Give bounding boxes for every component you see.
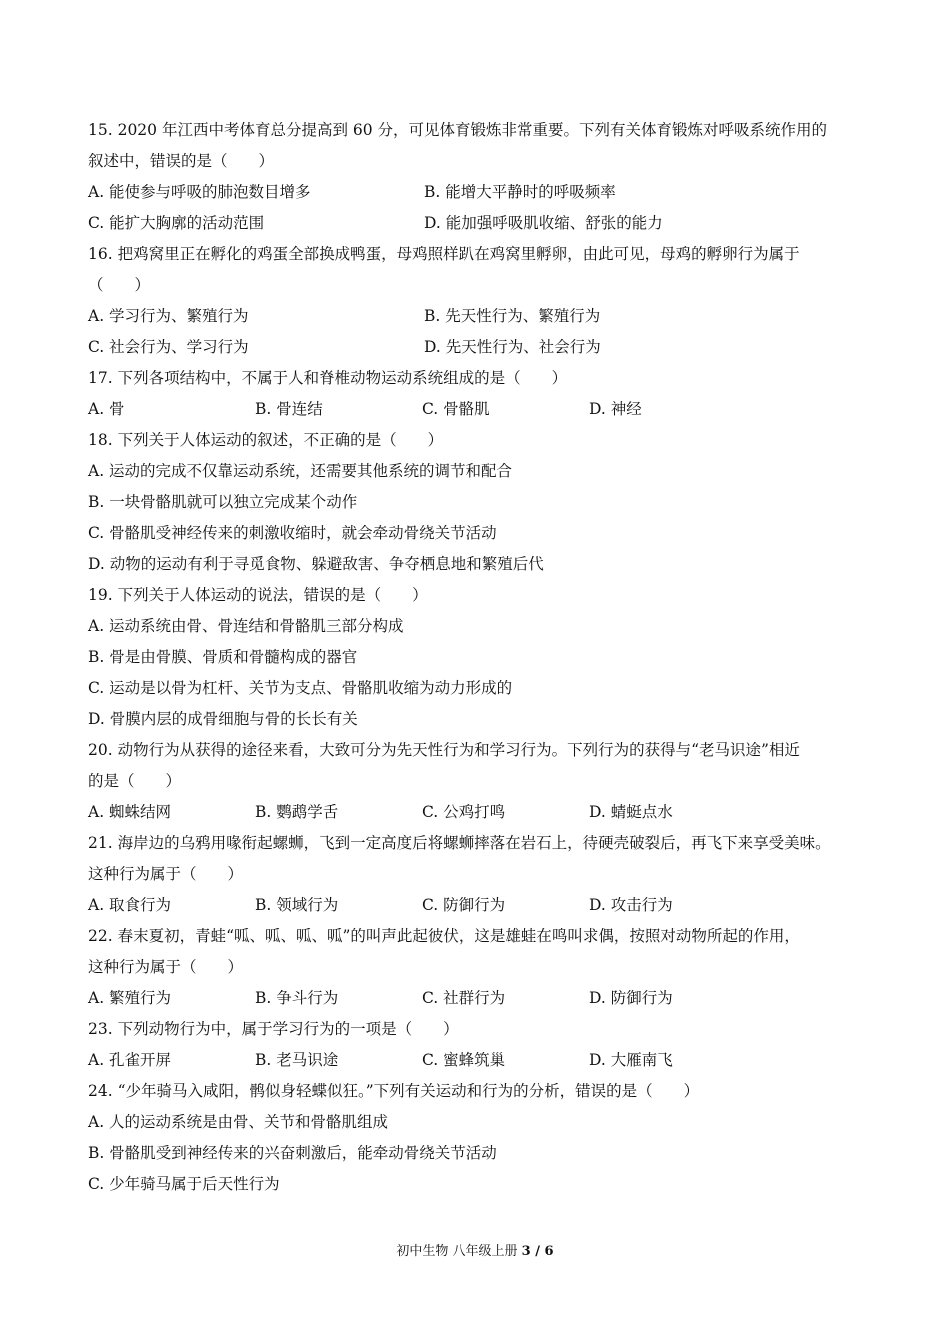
options-row (88, 332, 868, 363)
answer-option: D. 动物的运动有利于寻觅食物、躲避敌害、争夺栖息地和繁殖后代 (88, 555, 544, 573)
question-item (88, 239, 868, 363)
answer-option: B. 一块骨骼肌就可以独立完成某个动作 (88, 493, 358, 511)
options-row (88, 983, 868, 1014)
options-row (88, 456, 868, 487)
answer-option: C. 蜜蜂筑巢 (422, 1051, 506, 1069)
answer-option: C. 骨骼肌受神经传来的刺激收缩时，就会牵动骨绕关节活动 (88, 524, 497, 542)
options-row (88, 797, 868, 828)
answer-option: A. 孔雀开屏 (88, 1051, 172, 1069)
footer-page-number: 3 (521, 1244, 531, 1259)
answer-option: A. 运动的完成不仅靠运动系统，还需要其他系统的调节和配合 (88, 462, 513, 480)
question-stem: 18. 下列关于人体运动的叙述，不正确的是（ ） (88, 431, 444, 449)
question-item (88, 115, 868, 239)
answer-option: C. 少年骑马属于后天性行为 (88, 1175, 280, 1193)
answer-option: D. 能加强呼吸肌收缩、舒张的能力 (424, 214, 663, 232)
options-row (88, 890, 868, 921)
options-row (88, 394, 868, 425)
question-stem: 20. 动物行为从获得的途径来看，大致可分为先天性行为和学习行为。下列行为的获得与“老马识途”相近 (88, 741, 800, 759)
question-item (88, 1076, 868, 1200)
answer-option: A. 人的运动系统是由骨、关节和骨骼肌组成 (88, 1113, 389, 1131)
question-stem: （ ） (88, 276, 151, 294)
answer-option: A. 蜘蛛结网 (88, 803, 172, 821)
options-row (88, 487, 868, 518)
answer-option: A. 学习行为、繁殖行为 (88, 307, 249, 325)
answer-option: B. 先天性行为、繁殖行为 (424, 307, 601, 325)
footer-subject: 初中生物 八年级上册 (396, 1244, 522, 1259)
question-stem: 这种行为属于（ ） (88, 958, 244, 976)
question-item (88, 735, 868, 828)
question-item (88, 1014, 868, 1076)
question-stem: 19. 下列关于人体运动的说法，错误的是（ ） (88, 586, 428, 604)
options-row (88, 301, 868, 332)
question-stem: 23. 下列动物行为中，属于学习行为的一项是（ ） (88, 1020, 459, 1038)
question-stem: 15. 2020 年江西中考体育总分提高到 60 分，可见体育锻炼非常重要。下列有关体育锻炼对呼吸系统作用的 (88, 121, 828, 139)
answer-option: B. 骨骼肌受到神经传来的兴奋刺激后，能牵动骨绕关节活动 (88, 1144, 497, 1162)
page-footer (0, 1243, 950, 1261)
question-stem: 这种行为属于（ ） (88, 865, 244, 883)
options-row (88, 642, 868, 673)
options-row (88, 177, 868, 208)
answer-option: D. 防御行为 (589, 989, 673, 1007)
answer-option: A. 繁殖行为 (88, 989, 172, 1007)
answer-option: B. 鹦鹉学舌 (255, 803, 339, 821)
question-stem: 24. “少年骑马入咸阳，鹘似身轻蝶似狂。”下列有关运动和行为的分析，错误的是（ ） (88, 1082, 700, 1100)
options-row (88, 549, 868, 580)
options-row (88, 704, 868, 735)
answer-option: B. 能增大平静时的呼吸频率 (424, 183, 616, 201)
footer-separator: / (530, 1244, 545, 1259)
answer-option: C. 社群行为 (422, 989, 506, 1007)
options-row (88, 1107, 868, 1138)
question-item (88, 425, 868, 580)
answer-option: B. 骨是由骨膜、骨质和骨髓构成的器官 (88, 648, 358, 666)
answer-option: A. 能使参与呼吸的肺泡数目增多 (88, 183, 311, 201)
answer-option: C. 社会行为、学习行为 (88, 338, 249, 356)
footer-page-total: 6 (544, 1244, 554, 1259)
answer-option: D. 大雁南飞 (589, 1051, 673, 1069)
question-stem: 的是（ ） (88, 772, 182, 790)
options-row (88, 1138, 868, 1169)
answer-option: C. 公鸡打鸣 (422, 803, 506, 821)
answer-option: D. 蜻蜓点水 (589, 803, 673, 821)
answer-option: D. 骨膜内层的成骨细胞与骨的长长有关 (88, 710, 358, 728)
question-stem: 17. 下列各项结构中，不属于人和脊椎动物运动系统组成的是（ ） (88, 369, 568, 387)
options-row (88, 1169, 868, 1200)
options-row (88, 673, 868, 704)
question-stem: 16. 把鸡窝里正在孵化的鸡蛋全部换成鸭蛋，母鸡照样趴在鸡窝里孵卵，由此可见，母鸡的孵卵行为属于 (88, 245, 800, 263)
answer-option: B. 老马识途 (255, 1051, 339, 1069)
answer-option: A. 运动系统由骨、骨连结和骨骼肌三部分构成 (88, 617, 404, 635)
answer-option: D. 攻击行为 (589, 896, 673, 914)
question-stem: 21. 海岸边的乌鸦用喙衔起螺蛳，飞到一定高度后将螺蛳摔落在岩石上，待硬壳破裂后，再飞下来享受美味。 (88, 834, 831, 852)
answer-option: B. 领域行为 (255, 896, 339, 914)
options-row (88, 208, 868, 239)
answer-option: B. 骨连结 (255, 400, 323, 418)
question-item (88, 921, 868, 1014)
answer-option: C. 防御行为 (422, 896, 506, 914)
answer-option: A. 取食行为 (88, 896, 172, 914)
question-stem: 叙述中，错误的是（ ） (88, 152, 275, 170)
question-item (88, 580, 868, 735)
options-row (88, 1045, 868, 1076)
question-list (88, 115, 868, 1200)
options-row (88, 611, 868, 642)
answer-option: D. 神经 (589, 400, 642, 418)
answer-option: C. 骨骼肌 (422, 400, 490, 418)
answer-option: B. 争斗行为 (255, 989, 339, 1007)
answer-option: D. 先天性行为、社会行为 (424, 338, 601, 356)
question-item (88, 363, 868, 425)
options-row (88, 518, 868, 549)
question-stem: 22. 春末夏初，青蛙“呱、呱、呱、呱”的叫声此起彼伏，这是雄蛙在鸣叫求偶，按照对动物所起的作用， (88, 927, 800, 945)
answer-option: C. 运动是以骨为杠杆、关节为支点、骨骼肌收缩为动力形成的 (88, 679, 513, 697)
answer-option: C. 能扩大胸廓的活动范围 (88, 214, 265, 232)
answer-option: A. 骨 (88, 400, 125, 418)
question-item (88, 828, 868, 921)
